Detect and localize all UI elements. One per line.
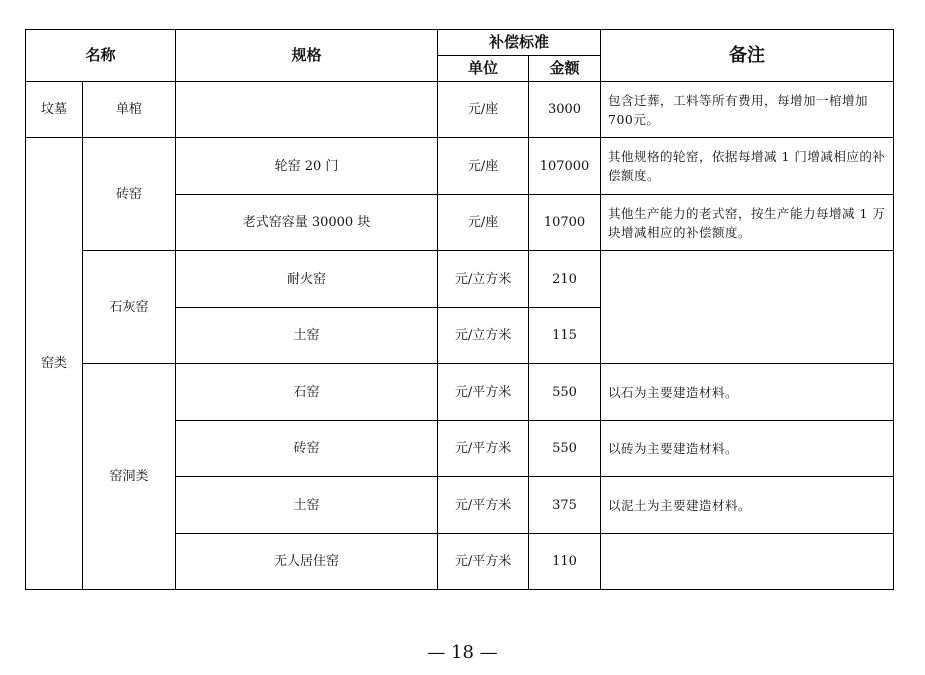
unit-cell: 元/平方米	[438, 534, 529, 590]
amount-cell: 375	[529, 477, 601, 534]
spec-cell: 轮窑 20 门	[176, 138, 438, 195]
category-cell: 窑类	[26, 138, 83, 590]
category-cell: 坟墓	[26, 82, 83, 138]
note-cell: 包含迁葬，工料等所有费用，每增加一棺增加700元。	[601, 82, 894, 138]
subcategory-cell: 石灰窑	[83, 251, 176, 364]
table-row	[26, 251, 894, 308]
unit-cell: 元/平方米	[438, 477, 529, 534]
table-row	[26, 138, 894, 195]
unit-cell: 元/座	[438, 82, 529, 138]
spec-cell: 耐火窑	[176, 251, 438, 308]
unit-cell: 元/立方米	[438, 251, 529, 308]
header-standard: 补偿标准	[438, 30, 601, 56]
header-name: 名称	[26, 30, 176, 82]
header-spec: 规格	[176, 30, 438, 82]
spec-cell: 土窑	[176, 477, 438, 534]
table-row	[26, 364, 894, 421]
note-cell	[601, 251, 894, 364]
note-cell: 以泥土为主要建造材料。	[601, 477, 894, 534]
amount-cell: 210	[529, 251, 601, 308]
spec-cell: 石窑	[176, 364, 438, 421]
header-note: 备注	[601, 30, 894, 82]
note-cell: 以砖为主要建造材料。	[601, 421, 894, 477]
spec-cell: 砖窑	[176, 421, 438, 477]
header-unit: 单位	[438, 56, 529, 82]
unit-cell: 元/座	[438, 138, 529, 195]
table-row	[26, 82, 894, 138]
note-cell	[601, 534, 894, 590]
amount-cell: 107000	[529, 138, 601, 195]
header-amount: 金额	[529, 56, 601, 82]
amount-cell: 10700	[529, 195, 601, 251]
amount-cell: 3000	[529, 82, 601, 138]
page-number: — 18 —	[427, 642, 498, 663]
note-cell: 其他规格的轮窑，依据每增减 1 门增减相应的补偿额度。	[601, 138, 894, 195]
spec-cell: 无人居住窑	[176, 534, 438, 590]
spec-cell: 土窑	[176, 308, 438, 364]
note-cell: 以石为主要建造材料。	[601, 364, 894, 421]
subcategory-cell: 窑洞类	[83, 364, 176, 590]
note-cell: 其他生产能力的老式窑，按生产能力每增减 1 万块增减相应的补偿额度。	[601, 195, 894, 251]
spec-cell	[176, 82, 438, 138]
unit-cell: 元/立方米	[438, 308, 529, 364]
amount-cell: 550	[529, 421, 601, 477]
subcategory-cell: 砖窑	[83, 138, 176, 251]
unit-cell: 元/平方米	[438, 421, 529, 477]
spec-cell: 老式窑容量 30000 块	[176, 195, 438, 251]
amount-cell: 110	[529, 534, 601, 590]
unit-cell: 元/座	[438, 195, 529, 251]
subcategory-cell: 单棺	[83, 82, 176, 138]
amount-cell: 550	[529, 364, 601, 421]
compensation-table	[25, 29, 894, 590]
amount-cell: 115	[529, 308, 601, 364]
unit-cell: 元/平方米	[438, 364, 529, 421]
